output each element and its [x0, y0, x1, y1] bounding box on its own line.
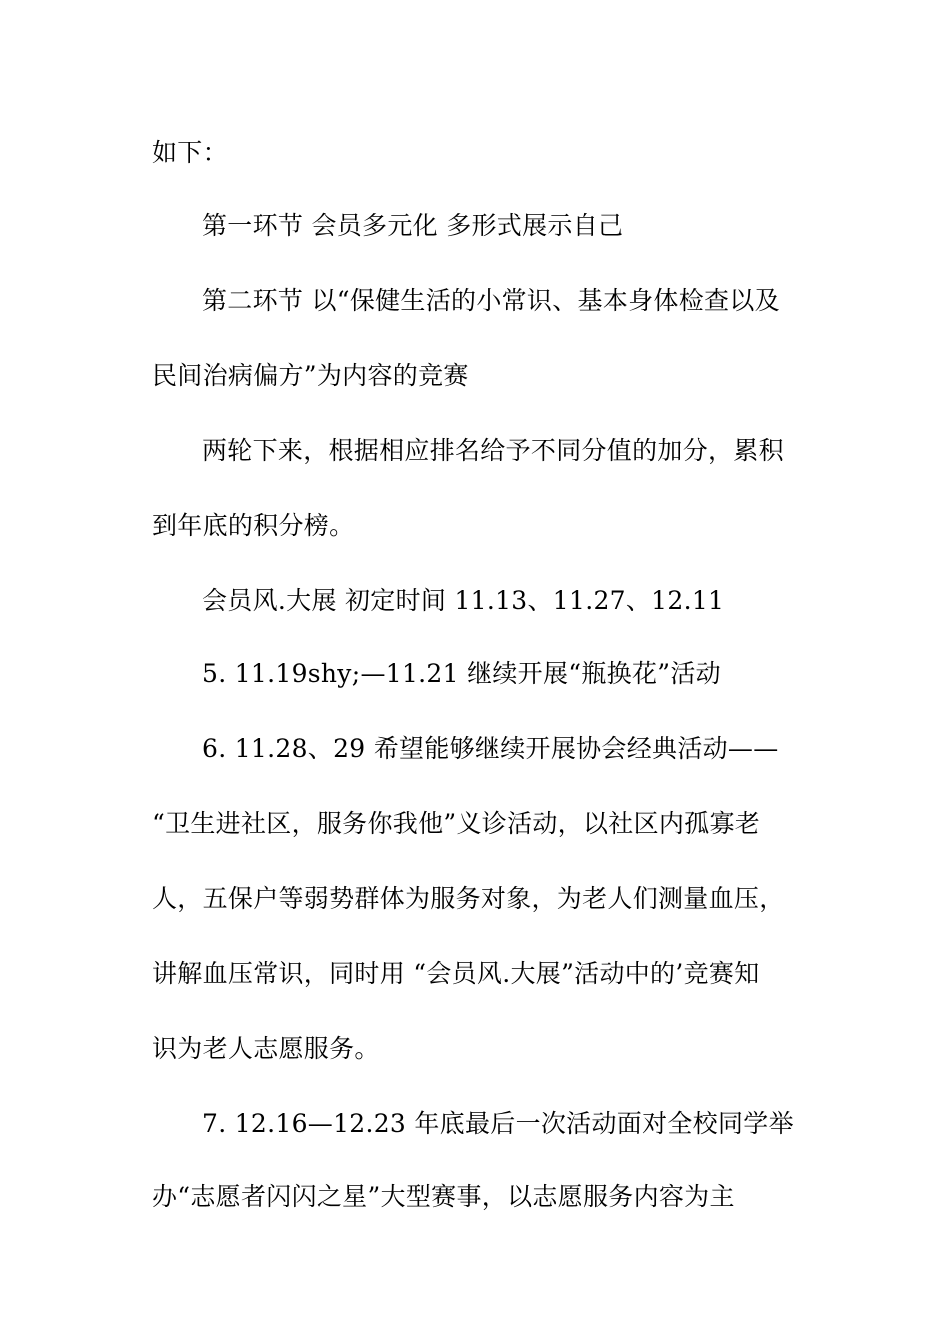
text-line-item-5: 5. 11.19shy;—11.21 继续开展“瓶换花”活动 — [202, 659, 721, 688]
text-line-scoring-cont: 到年底的积分榜。 — [152, 511, 355, 540]
text-line-item-6-cont-4: 识为老人志愿服务。 — [152, 1034, 380, 1063]
text-line-scoring: 两轮下来，根据相应排名给予不同分值的加分，累积 — [202, 436, 784, 465]
text-line-item-6-cont-2: 人，五保户等弱势群体为服务对象，为老人们测量血压， — [152, 884, 785, 913]
text-line-intro: 如下： — [152, 138, 228, 167]
text-line-stage-one: 第一环节 会员多元化 多形式展示自己 — [202, 211, 624, 240]
text-line-stage-two-cont: 民间治病偏方”为内容的竞赛 — [152, 361, 469, 390]
text-line-schedule: 会员风.大展 初定时间 11.13、11.27、12.11 — [202, 586, 725, 615]
text-line-item-7: 7. 12.16—12.23 年底最后一次活动面对全校同学举 — [202, 1109, 794, 1138]
text-line-item-6: 6. 11.28、29 希望能够继续开展协会经典活动—— — [202, 734, 779, 763]
text-line-item-6-cont-1: “卫生进社区，服务你我他”义诊活动，以社区内孤寡老 — [152, 809, 761, 838]
text-line-item-7-cont: 办“志愿者闪闪之星”大型赛事，以志愿服务内容为主 — [152, 1182, 735, 1211]
text-line-stage-two: 第二环节 以“保健生活的小常识、基本身体检查以及 — [202, 286, 780, 315]
text-line-item-6-cont-3: 讲解血压常识，同时用 “会员风.大展”活动中的’竞赛知 — [152, 959, 760, 988]
